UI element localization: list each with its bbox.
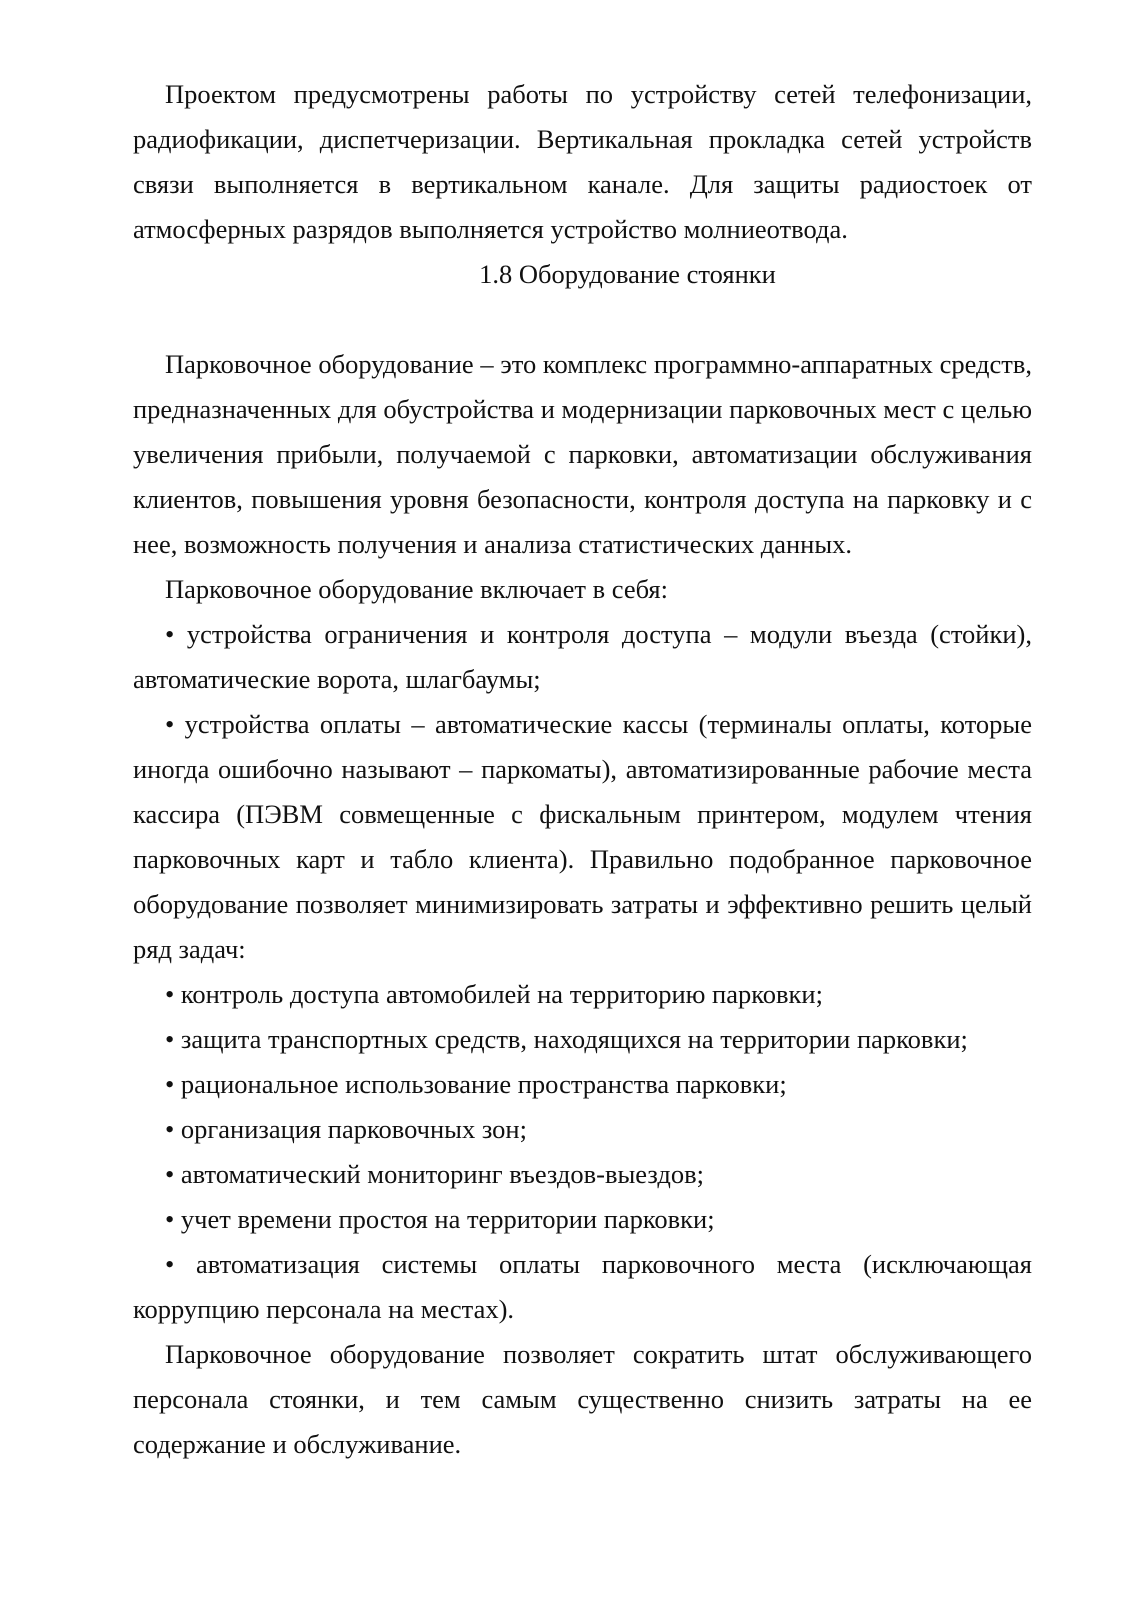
list-item-access-devices: • устройства ограничения и контроля доступа – модули въезда (стойки), автоматические ворота, шлагбаумы; <box>133 619 1032 694</box>
list-item-payment-devices: • устройства оплаты – автоматические кассы (терминалы оплаты, которые иногда ошибочно называют – паркоматы), автоматизированные рабочие места кассира (ПЭВМ совмещенные с фискальным принтером, модулем чтения парковочных карт и табло клиента). Правильно подобранное парковочное оборудование позволяет минимизировать затраты и эффективно решить целый ряд задач: <box>133 709 1032 964</box>
list-item-task-monitoring: • автоматический мониторинг въездов-выездов; <box>165 1159 704 1189</box>
list-item-task-access-control: • контроль доступа автомобилей на территорию парковки; <box>165 979 823 1009</box>
list-item-task-vehicle-protection: • защита транспортных средств, находящихся на территории парковки; <box>165 1024 968 1054</box>
paragraph-staff-reduction: Парковочное оборудование позволяет сократить штат обслуживающего персонала стоянки, и тем самым существенно снизить затраты на ее содержание и обслуживание. <box>133 1339 1032 1459</box>
list-item-task-payment-automation: • автоматизация системы оплаты парковочного места (исключающая коррупцию персонала на местах). <box>133 1249 1032 1324</box>
paragraph-telephony: Проектом предусмотрены работы по устройству сетей телефонизации, радиофикации, диспетчеризации. Вертикальная прокладка сетей устройств связи выполняется в вертикальном канале. Для защиты радиостоек от атмосферных разрядов выполняется устройство молниеотвода. <box>133 79 1032 244</box>
paragraph-parking-definition: Парковочное оборудование – это комплекс программно-аппаратных средств, предназначенных для обустройства и модернизации парковочных мест с целью увеличения прибыли, получаемой с парковки, автоматизации обслуживания клиентов, повышения уровня безопасности, контроля доступа на парковку и с нее, возможность получения и анализа статистических данных. <box>133 349 1032 559</box>
list-item-task-idle-time: • учет времени простоя на территории парковки; <box>165 1204 715 1234</box>
paragraph-includes: Парковочное оборудование включает в себя: <box>165 574 668 604</box>
list-item-task-space-usage: • рациональное использование пространства парковки; <box>165 1069 787 1099</box>
list-item-task-zones: • организация парковочных зон; <box>165 1114 527 1144</box>
section-heading: 1.8 Оборудование стоянки <box>479 259 776 289</box>
